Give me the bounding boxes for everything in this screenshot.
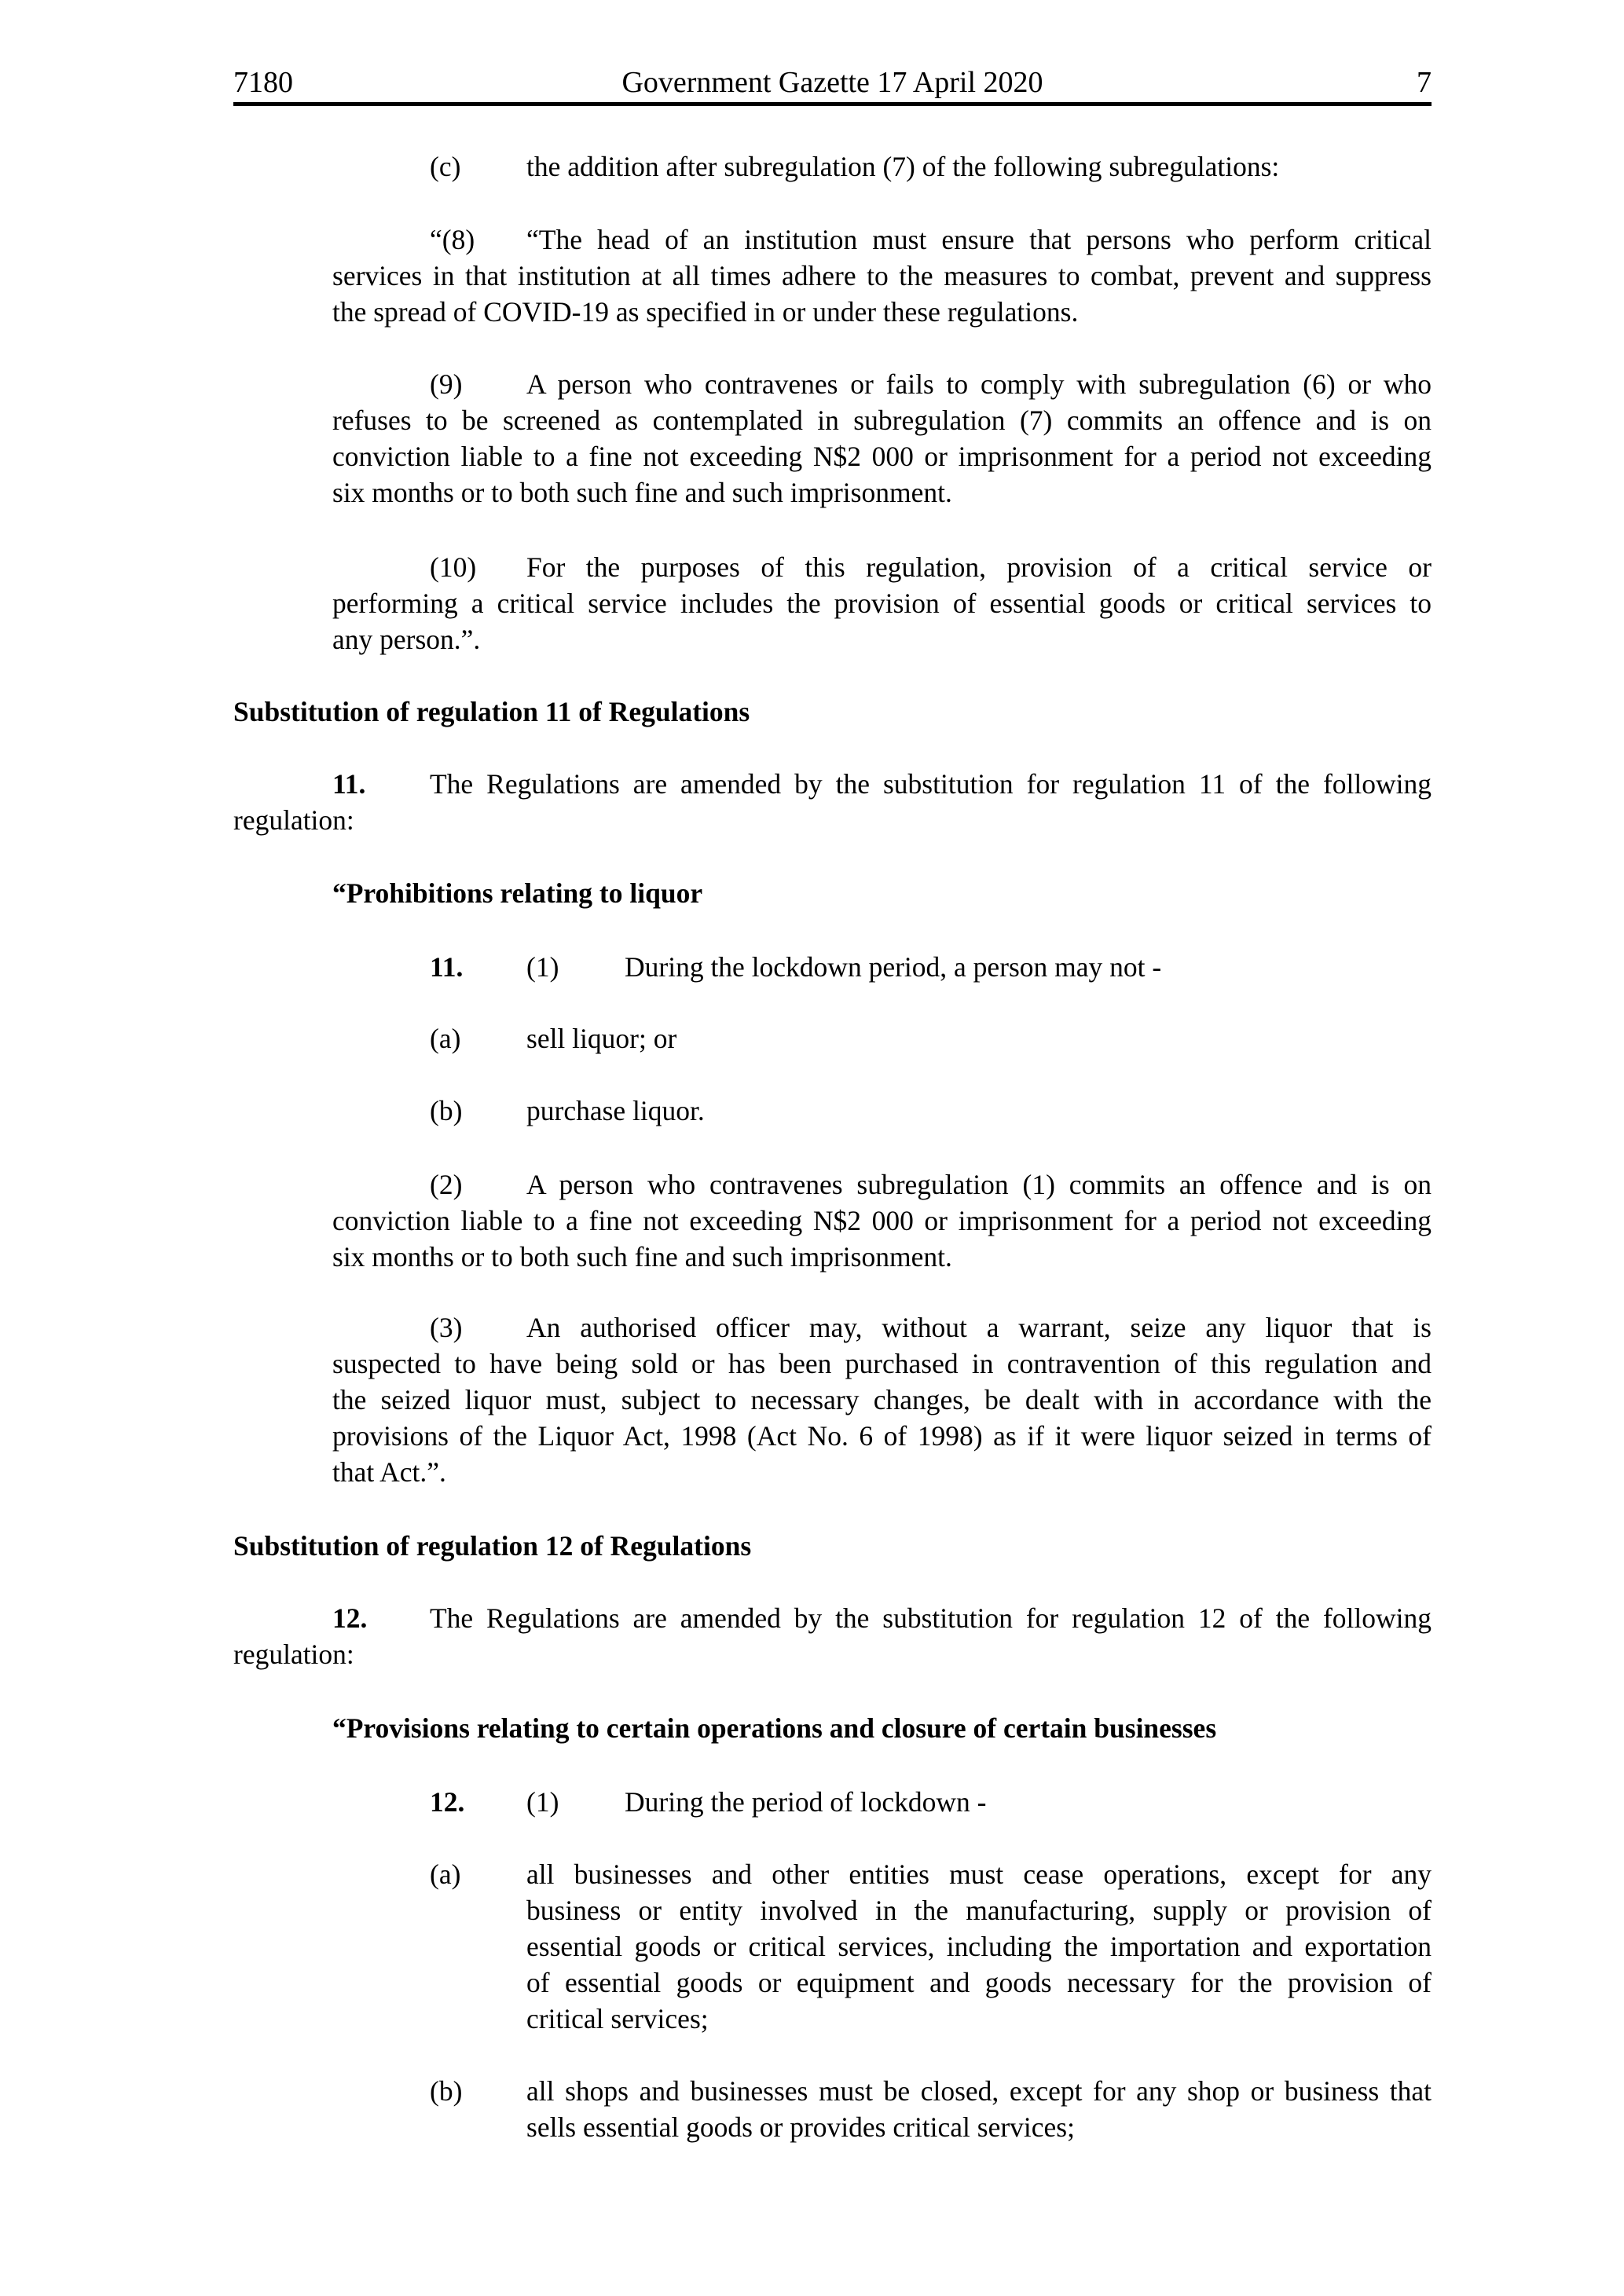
subregulation-label: (9) (430, 368, 463, 400)
section-heading: Substitution of regulation 12 of Regulations (233, 1530, 752, 1562)
gazette-title-date: Government Gazette 17 April 2020 (621, 66, 1043, 99)
paragraph-line: any person.”. (332, 624, 481, 655)
paragraph-line: the seized liquor must, subject to necessary changes, be dealt with in accordance with the (332, 1384, 1432, 1415)
regulation-12-para-b (233, 2073, 1432, 2145)
paragraph-line: The Regulations are amended by the substitution for regulation 11 of the following (430, 768, 1432, 800)
paragraph-line: A person who contravenes or fails to comply with subregulation (6) or who (526, 368, 1432, 400)
subregulation-label: (1) (526, 1786, 559, 1818)
running-header (233, 63, 1432, 102)
paragraph-line: sells essential goods or provides critical services; (526, 2111, 1075, 2143)
item-label: (c) (430, 151, 461, 182)
paragraph-line: sell liquor; or (526, 1023, 677, 1054)
section-heading-regulation-12 (233, 1528, 1432, 1564)
paragraph-line: The Regulations are amended by the substitution for regulation 12 of the following (430, 1602, 1432, 1634)
paragraph-line: refuses to be screened as contemplated in subregulation (7) commits an offence and is on (332, 405, 1432, 436)
paragraph-label: (b) (430, 2075, 463, 2107)
paragraph-label: (a) (430, 1023, 461, 1054)
paragraph-line: performing a critical service includes the provision of essential goods or critical services to (332, 588, 1432, 619)
subregulation-9 (233, 366, 1432, 511)
item-c (233, 148, 1432, 185)
subregulation-label: “(8) (430, 224, 475, 255)
paragraph-line: During the lockdown period, a person may not - (625, 951, 1162, 983)
paragraph-line: six months or to both such fine and such imprisonment. (332, 477, 952, 508)
section-heading: Substitution of regulation 11 of Regulations (233, 696, 750, 727)
subregulation-label: (10) (430, 551, 477, 583)
regulation-11-3 (233, 1309, 1432, 1490)
regulation-title: “Prohibitions relating to liquor (332, 877, 703, 909)
paragraph-line: business or entity involved in the manufacturing, supply or provision of (526, 1895, 1432, 1926)
subregulation-8 (233, 222, 1432, 330)
amendment-12 (233, 1600, 1432, 1672)
paragraph-line: critical services; (526, 2003, 709, 2034)
paragraph-line: essential goods or critical services, including the importation and exportation (526, 1931, 1432, 1962)
paragraph-line: regulation: (233, 1639, 354, 1670)
regulation-number: 11. (430, 951, 464, 983)
paragraph-line: purchase liquor. (526, 1095, 705, 1126)
subregulation-label: (1) (526, 951, 559, 983)
paragraph-label: (b) (430, 1095, 463, 1126)
subregulation-10 (233, 549, 1432, 657)
regulation-11-para-a (233, 1020, 1432, 1056)
paragraph-line: the spread of COVID-19 as specified in or under these regulations. (332, 296, 1079, 328)
regulation-11-2 (233, 1166, 1432, 1275)
regulation-11-1 (233, 949, 1432, 985)
paragraph-line: all businesses and other entities must cease operations, except for any (526, 1858, 1432, 1890)
paragraph-line: of essential goods or equipment and goods necessary for the provision of (526, 1967, 1432, 1998)
paragraph-line: suspected to have being sold or has been purchased in contravention of this regulation and (332, 1348, 1432, 1379)
paragraph-line: that Act.”. (332, 1456, 446, 1488)
section-heading-regulation-11 (233, 694, 1432, 730)
regulation-12-1 (233, 1784, 1432, 1820)
paragraph-line: six months or to both such fine and such imprisonment. (332, 1241, 952, 1273)
paragraph-line: provisions of the Liquor Act, 1998 (Act No. 6 of 1998) as if it were liquor seized in terms of (332, 1420, 1432, 1452)
paragraph-line: An authorised officer may, without a warrant, seize any liquor that is (526, 1312, 1432, 1343)
page-number: 7 (1417, 66, 1432, 99)
header-rule (233, 102, 1432, 106)
paragraph-line: conviction liable to a fine not exceeding N$2 000 or imprisonment for a period not exceeding (332, 441, 1432, 472)
subregulation-label: (3) (430, 1312, 463, 1343)
paragraph-line: For the purposes of this regulation, provision of a critical service or (526, 551, 1432, 583)
section-number: 12. (332, 1602, 368, 1634)
paragraph-line: “The head of an institution must ensure that persons who perform critical (526, 224, 1432, 255)
amendment-11 (233, 766, 1432, 838)
paragraph-line: conviction liable to a fine not exceeding N$2 000 or imprisonment for a period not exceeding (332, 1205, 1432, 1236)
paragraph-line: all shops and businesses must be closed, except for any shop or business that (526, 2075, 1432, 2107)
section-number: 11. (332, 768, 366, 800)
regulation-11-title (233, 875, 1432, 911)
gazette-number: 7180 (233, 66, 293, 99)
regulation-12-para-a (233, 1856, 1432, 2037)
item-text: the addition after subregulation (7) of the following subregulations: (526, 151, 1280, 182)
paragraph-line: A person who contravenes subregulation (1) commits an offence and is on (526, 1169, 1432, 1200)
regulation-number: 12. (430, 1786, 465, 1818)
regulation-title: “Provisions relating to certain operations and closure of certain businesses (332, 1712, 1217, 1744)
paragraph-line: regulation: (233, 804, 354, 836)
paragraph-line: services in that institution at all times adhere to the measures to combat, prevent and suppress (332, 260, 1432, 291)
regulation-12-title (233, 1710, 1432, 1746)
regulation-11-para-b (233, 1093, 1432, 1129)
paragraph-line: During the period of lockdown - (625, 1786, 987, 1818)
paragraph-label: (a) (430, 1858, 461, 1890)
subregulation-label: (2) (430, 1169, 463, 1200)
